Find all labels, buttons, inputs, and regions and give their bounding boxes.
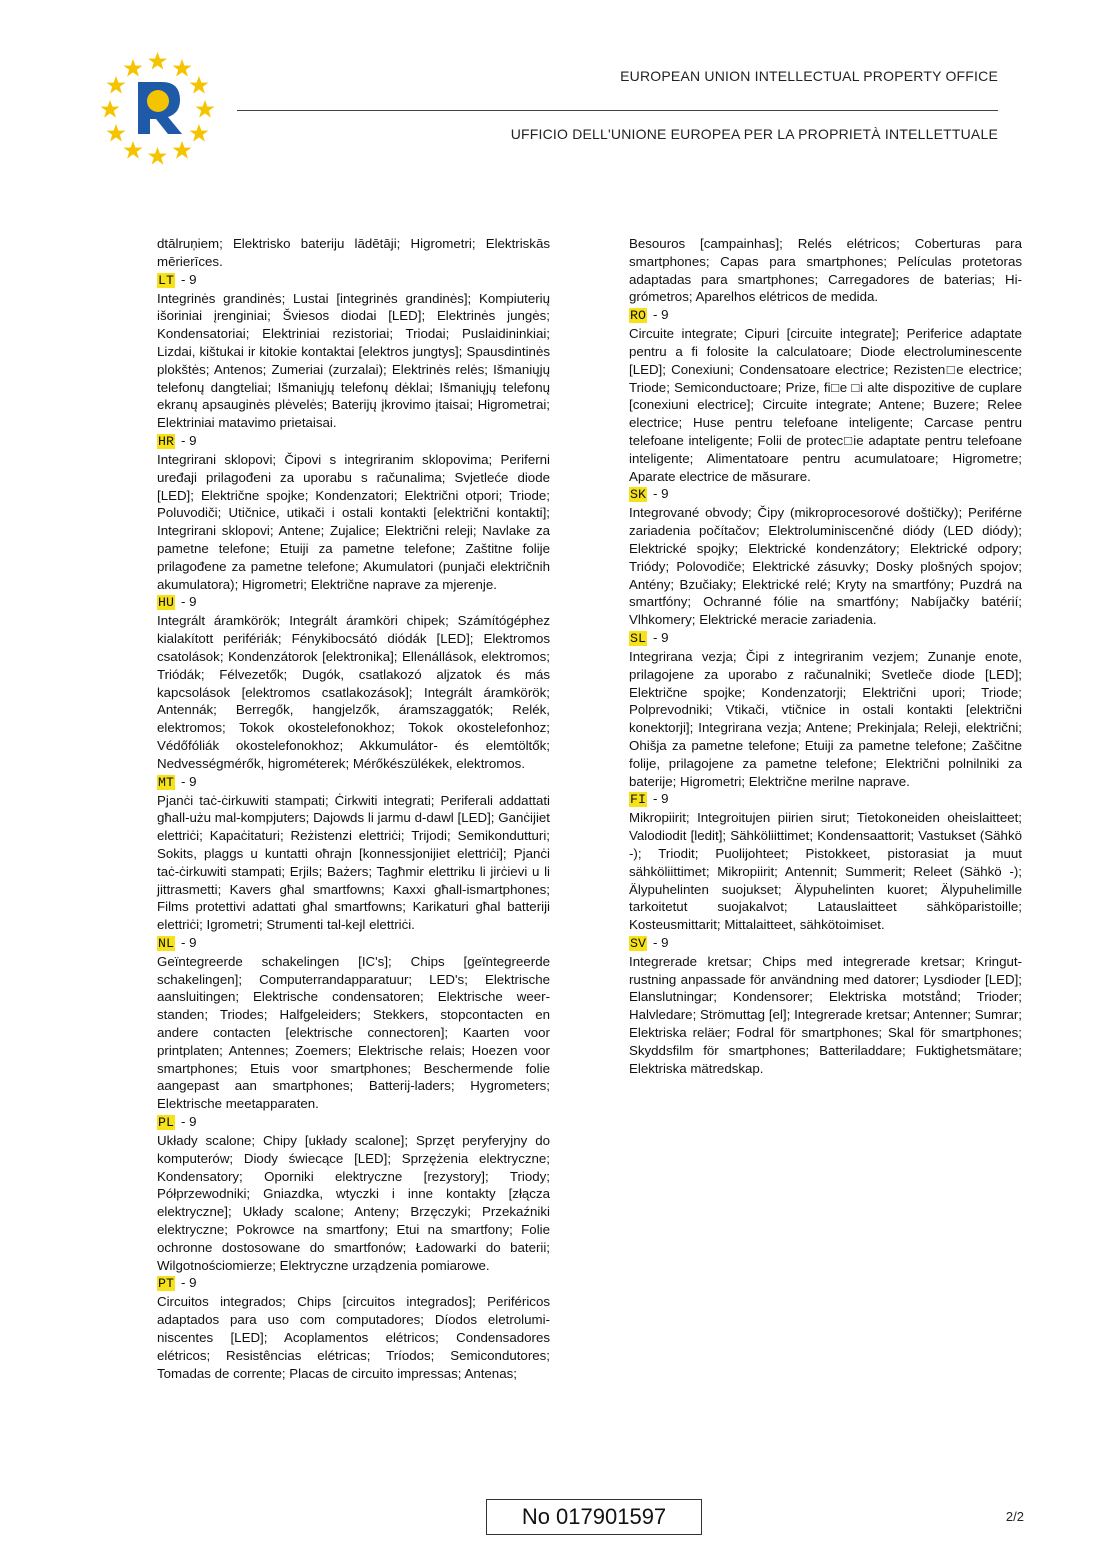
- class-number: 9: [661, 307, 669, 323]
- goods-list-paragraph: Integrerade kretsar; Chips med integrerade kretsar; Kringutrustning anpassade för användning med datorer; Lysdioder [LED]; Elanslutningar; Kondensorer; Elektriska motstånd; Trioder; Halvledare; Strömuttag [el]; Integrerade kretsar; Antenner; Sumrar; Elektriska reläer; Fodral för smartphones; Skal för smartphones; Skyddsfilm för smartphones; Batteriladdare; Fuktighetsmätare; Elektriska mätredskap.: [629, 953, 1022, 1076]
- heading-separator: -: [180, 271, 190, 287]
- class-number: 9: [661, 486, 669, 502]
- class-number: 9: [661, 629, 669, 645]
- language-heading: [629, 790, 1022, 809]
- heading-separator: -: [180, 773, 190, 789]
- heading-separator: -: [180, 934, 190, 950]
- language-code: LT: [158, 272, 174, 288]
- left-text-column: [157, 235, 550, 1382]
- class-number: 9: [189, 934, 197, 950]
- heading-separator: -: [180, 1114, 190, 1130]
- goods-list-paragraph: Pjanċi taċ-ċirkuwiti stampati; Ċirkwiti integrati; Periferali addattati għall-użu mal-kompjuters; Dajowds li jarmu d-dawl [LED]; Ganċijiet elettriċi; Kapaċitaturi; Reżistenzi elettriċi; Trijodi; Semikondutturi; Sokits, plaggs u kuntatti oħrajn [konnessjonijiet elettriċi]; Pjanċi taċ-ċirkuwiti stampati; Erjils; Bażers; Tagħmir elettriku li jirċievi u li jittrasmetti; Kavers għal smartfowns; Kaxxi għall-ismartphones; Films protettivi adattati għal smartfowns; Karikaturi għal batteriji elettriċi; Igrometri; Strumenti tal-kejl elettriċi.: [157, 792, 550, 933]
- goods-list-paragraph: Besouros [campainhas]; Relés elétricos; Coberturas para smartphones; Capas para smartphones; Películas protetoras adaptadas para smartphones; Carregadores de baterias; Higrómetros; Aparelhos elétricos de medida.: [629, 236, 1022, 305]
- language-code: NL: [158, 935, 174, 951]
- euipo-logo-graphic: [100, 50, 215, 165]
- language-heading: [157, 1113, 550, 1132]
- goods-list-paragraph: Integrinės grandinės; Lustai [integrinės grandinės]; Kompiuterių išoriniai įrenginiai; Šviesos diodai [LED]; Elektrinės jungės; Kondensatoriai; Elektriniai rezistoriai; Triodai; Puslaidininkiai; Lizdai, kištukai ir kitokie kontaktai [elektros jungtys]; Spausdintinės plokštės; Antenos; Zumeriai (zurzalai); Elektrinės relės; Išmaniųjų telefonų dangteliai; Išmaniųjų telefonų dėklai; Išmaniųjų telefonų ekranų apsauginės plėvelės; Baterijų įkrovimo įtaisai; Higrometrai; Elektriniai matavimo prietaisai.: [157, 290, 550, 431]
- language-heading: [157, 1274, 550, 1293]
- class-number: 9: [189, 1275, 197, 1291]
- goods-list-paragraph: Integrirana vezja; Čipi z integriranim vezjem; Zunanje enote, prilagojene za uporabo z računalniki; Svetleče diode [LED]; Električne spojke; Kondenzatorji; Električni upori; Triode; Polprevodniki; Vtikači, vtičnice in ostali kontakti [električni konektorji]; Integrirana vezja; Antene; Prekinjala; Releji, električni; Ohišja za pametne telefone; Etuiji za pametne telefone; Zaščitne folije, prilagojene za pametne telefone; Električni polnilniki za baterije; Higrometri; Električne merilne naprave.: [629, 648, 1022, 789]
- language-code: SK: [630, 487, 646, 503]
- goods-list-paragraph: Geïntegreerde schakelingen [IC's]; Chips [geïntegreerde schakelingen]; Computerrandapparatuur; LED's; Elektrische aansluitingen; Elektrische condensatoren; Elektrische weerstanden; Triodes; Halfgeleiders; Stekkers, stopcontacten en andere contacten [elektrische connectoren]; Kaarten voor printplaten; Antennes; Zoemers; Elektrische relais; Hoezen voor smartphones; Etuis voor smartphones; Beschermende folie aangepast aan smartphones; Batterij-laders; Hygrometers; Elektrische meetapparaten.: [157, 953, 550, 1112]
- heading-separator: -: [180, 432, 190, 448]
- language-heading: [157, 271, 550, 290]
- heading-separator: -: [180, 1275, 190, 1291]
- office-name-italian: UFFICIO DELL'UNIONE EUROPEA PER LA PROPRIETÀ INTELLETTUALE: [510, 126, 998, 142]
- language-code: MT: [158, 774, 174, 790]
- language-heading: [157, 432, 550, 451]
- goods-list-paragraph: dtālruņiem; Elektrisko bateriju lādētāji; Higrometri; Elektriskās mērierīces.: [157, 236, 550, 269]
- goods-list-paragraph: Układy scalone; Chipy [układy scalone]; Sprzęt peryferyjny do komputerów; Diody świecące [LED]; Sprzężenia elektryczne; Kondensatory; Oporniki elektryczne [rezystory]; Triody; Półprzewodniki; Gniazdka, wtyczki i inne kontakty [złącza elektryczne]; Układy scalone; Anteny; Brzęczyki; Przekaźniki elektryczne; Pokrowce na smartfony; Etui na smartfony; Folie ochronne dostosowane do smartfonów; Ładowarki do baterii; Wilgotnościomierze; Elektryczne urządzenia pomiarowe.: [157, 1133, 550, 1273]
- goods-list-paragraph: Circuitos integrados; Chips [circuitos integrados]; Periféricos adaptados para uso com computadores; Díodos eletroluminiscentes [LED]; Acoplamentos elétricos; Condensadores elétricos; Resistências elétricas; Tríodos; Semicondutores; Tomadas de corrente; Placas de circuito impressas; Antenas;: [157, 1294, 550, 1381]
- heading-separator: -: [652, 486, 662, 502]
- language-heading: [157, 934, 550, 953]
- language-heading: [157, 593, 550, 612]
- language-code: HU: [158, 595, 174, 611]
- class-number: 9: [661, 934, 669, 950]
- language-heading: [629, 934, 1022, 953]
- language-heading: [629, 306, 1022, 325]
- right-text-column: [629, 235, 1022, 1077]
- page-number: 2/2: [1005, 1509, 1024, 1524]
- heading-separator: -: [652, 629, 662, 645]
- heading-separator: -: [180, 594, 190, 610]
- goods-list-paragraph: Circuite integrate; Cipuri [circuite integrate]; Periferice adaptate pentru a fi folosite la calculatoare; Diode electroluminescente [LED]; Conexiuni; Condensatoare electrice; Rezisten□e electrice; Triode; Semiconductoare; Prize, fi□e □i alte dispozitive de cuplare [conexiuni electrice]; Circuite integrate; Antene; Buzere; Relee electrice; Huse pentru telefoane inteligente; Carcase pentru telefoane inteligente; Folii de protec□ie adaptate pentru telefoane inteligente; Alimentatoare pentru acumulatoare; Higrometre; Aparate electrice de măsurare.: [629, 326, 1022, 484]
- class-number: 9: [189, 1114, 197, 1130]
- class-number: 9: [189, 773, 197, 789]
- language-code: SV: [630, 935, 646, 951]
- language-heading: [629, 629, 1022, 648]
- goods-list-paragraph: Integrirani sklopovi; Čipovi s integriranim sklopovima; Periferni uređaji prilagođeni za uporabu s računalima; Svjetleće diode [LED]; Električne spojke; Kondenzatori; Električni otpori; Triode; Poluvodiči; Utičnice, utikači i ostali kontakti [električni kontakti]; Integrirani sklopovi; Antene; Zujalice; Električni releji; Navlake za pametne telefone; Etuiji za pametne telefone; Zaštitne folije prilagođene za pametne telefone; Akumulatori (punjači električnih akumulatora); Higrometri; Električne naprave za mjerenje.: [157, 451, 550, 592]
- class-number: 9: [189, 271, 197, 287]
- goods-list-paragraph: Integrált áramkörök; Integrált áramköri chipek; Számítógéphez kialakított perifériák; Fénykibocsátó diódák [LED]; Elektromos csatolások; Kondenzátorok [elektronika]; Ellenállások, elektromos; Triódák; Félvezetők; Dugók, csatlakozó aljzatok és más kapcsolások [elektromos csatlakozások]; Integrált áramkörök; Antennák; Berregők, hangjelzők, áramszaggatók; Relék, elektromos; Tokok okostelefonokhoz; Tokok okostelefonhoz; Védőfóliák okostelefonokhoz; Akkumulátor- és elemtöltők; Nedvességmérők, higrométerek; Mérőkészülékek, elektromos.: [157, 613, 550, 771]
- class-number: 9: [661, 791, 669, 807]
- heading-separator: -: [652, 307, 662, 323]
- language-code: RO: [630, 308, 646, 324]
- class-number: 9: [189, 432, 197, 448]
- heading-separator: -: [652, 791, 662, 807]
- goods-list-paragraph: Mikropiirit; Integroitujen piirien sirut; Tietokoneiden oheislaitteet; Valodiodit [ledit]; Sähköliittimet; Kondensaattorit; Vastukset (Sähkö -); Triodit; Puolijohteet; Pistokkeet, pistorasiat ja muut sähköliittimet; Mikropiirit; Antennit; Summerit; Releet (Sähkö -); Älypuhelinten suojukset; Älypuhelinten kuoret; Älypuhelimille tarkoitetut suojakalvot; Latauslaitteet sähköparistoille; Kosteusmittarit; Mittalaitteet, sähkötoimiset.: [629, 810, 1022, 933]
- language-code: SL: [630, 630, 646, 646]
- language-code: PT: [158, 1276, 174, 1292]
- registration-number: No 017901597: [486, 1499, 702, 1535]
- language-heading: [157, 773, 550, 792]
- language-code: PL: [158, 1115, 174, 1131]
- heading-separator: -: [652, 934, 662, 950]
- header-divider: [237, 110, 998, 111]
- class-number: 9: [189, 594, 197, 610]
- goods-list-paragraph: Integrované obvody; Čipy (mikroprocesorové doštičky); Periférne zariadenia počítačov; Elektroluminiscenčné diódy (LED diódy); Elektrické spojky; Elektrické kondenzátory; Elektrické odpory; Triódy; Polovodiče; Elektrické zásuvky; Dosky plošných spojov; Antény; Bzučiaky; Elektrické relé; Kryty na smartfóny; Puzdrá na smartfóny; Ochranné fólie na smartfóny; Nabíjačky batérií; Vlhkomery; Elektrické meracie zariadenia.: [629, 505, 1022, 628]
- language-heading: [629, 485, 1022, 504]
- office-name-english: EUROPEAN UNION INTELLECTUAL PROPERTY OFFICE: [620, 68, 998, 84]
- language-code: HR: [158, 433, 174, 449]
- euipo-logo: [100, 50, 215, 165]
- language-code: FI: [630, 792, 646, 808]
